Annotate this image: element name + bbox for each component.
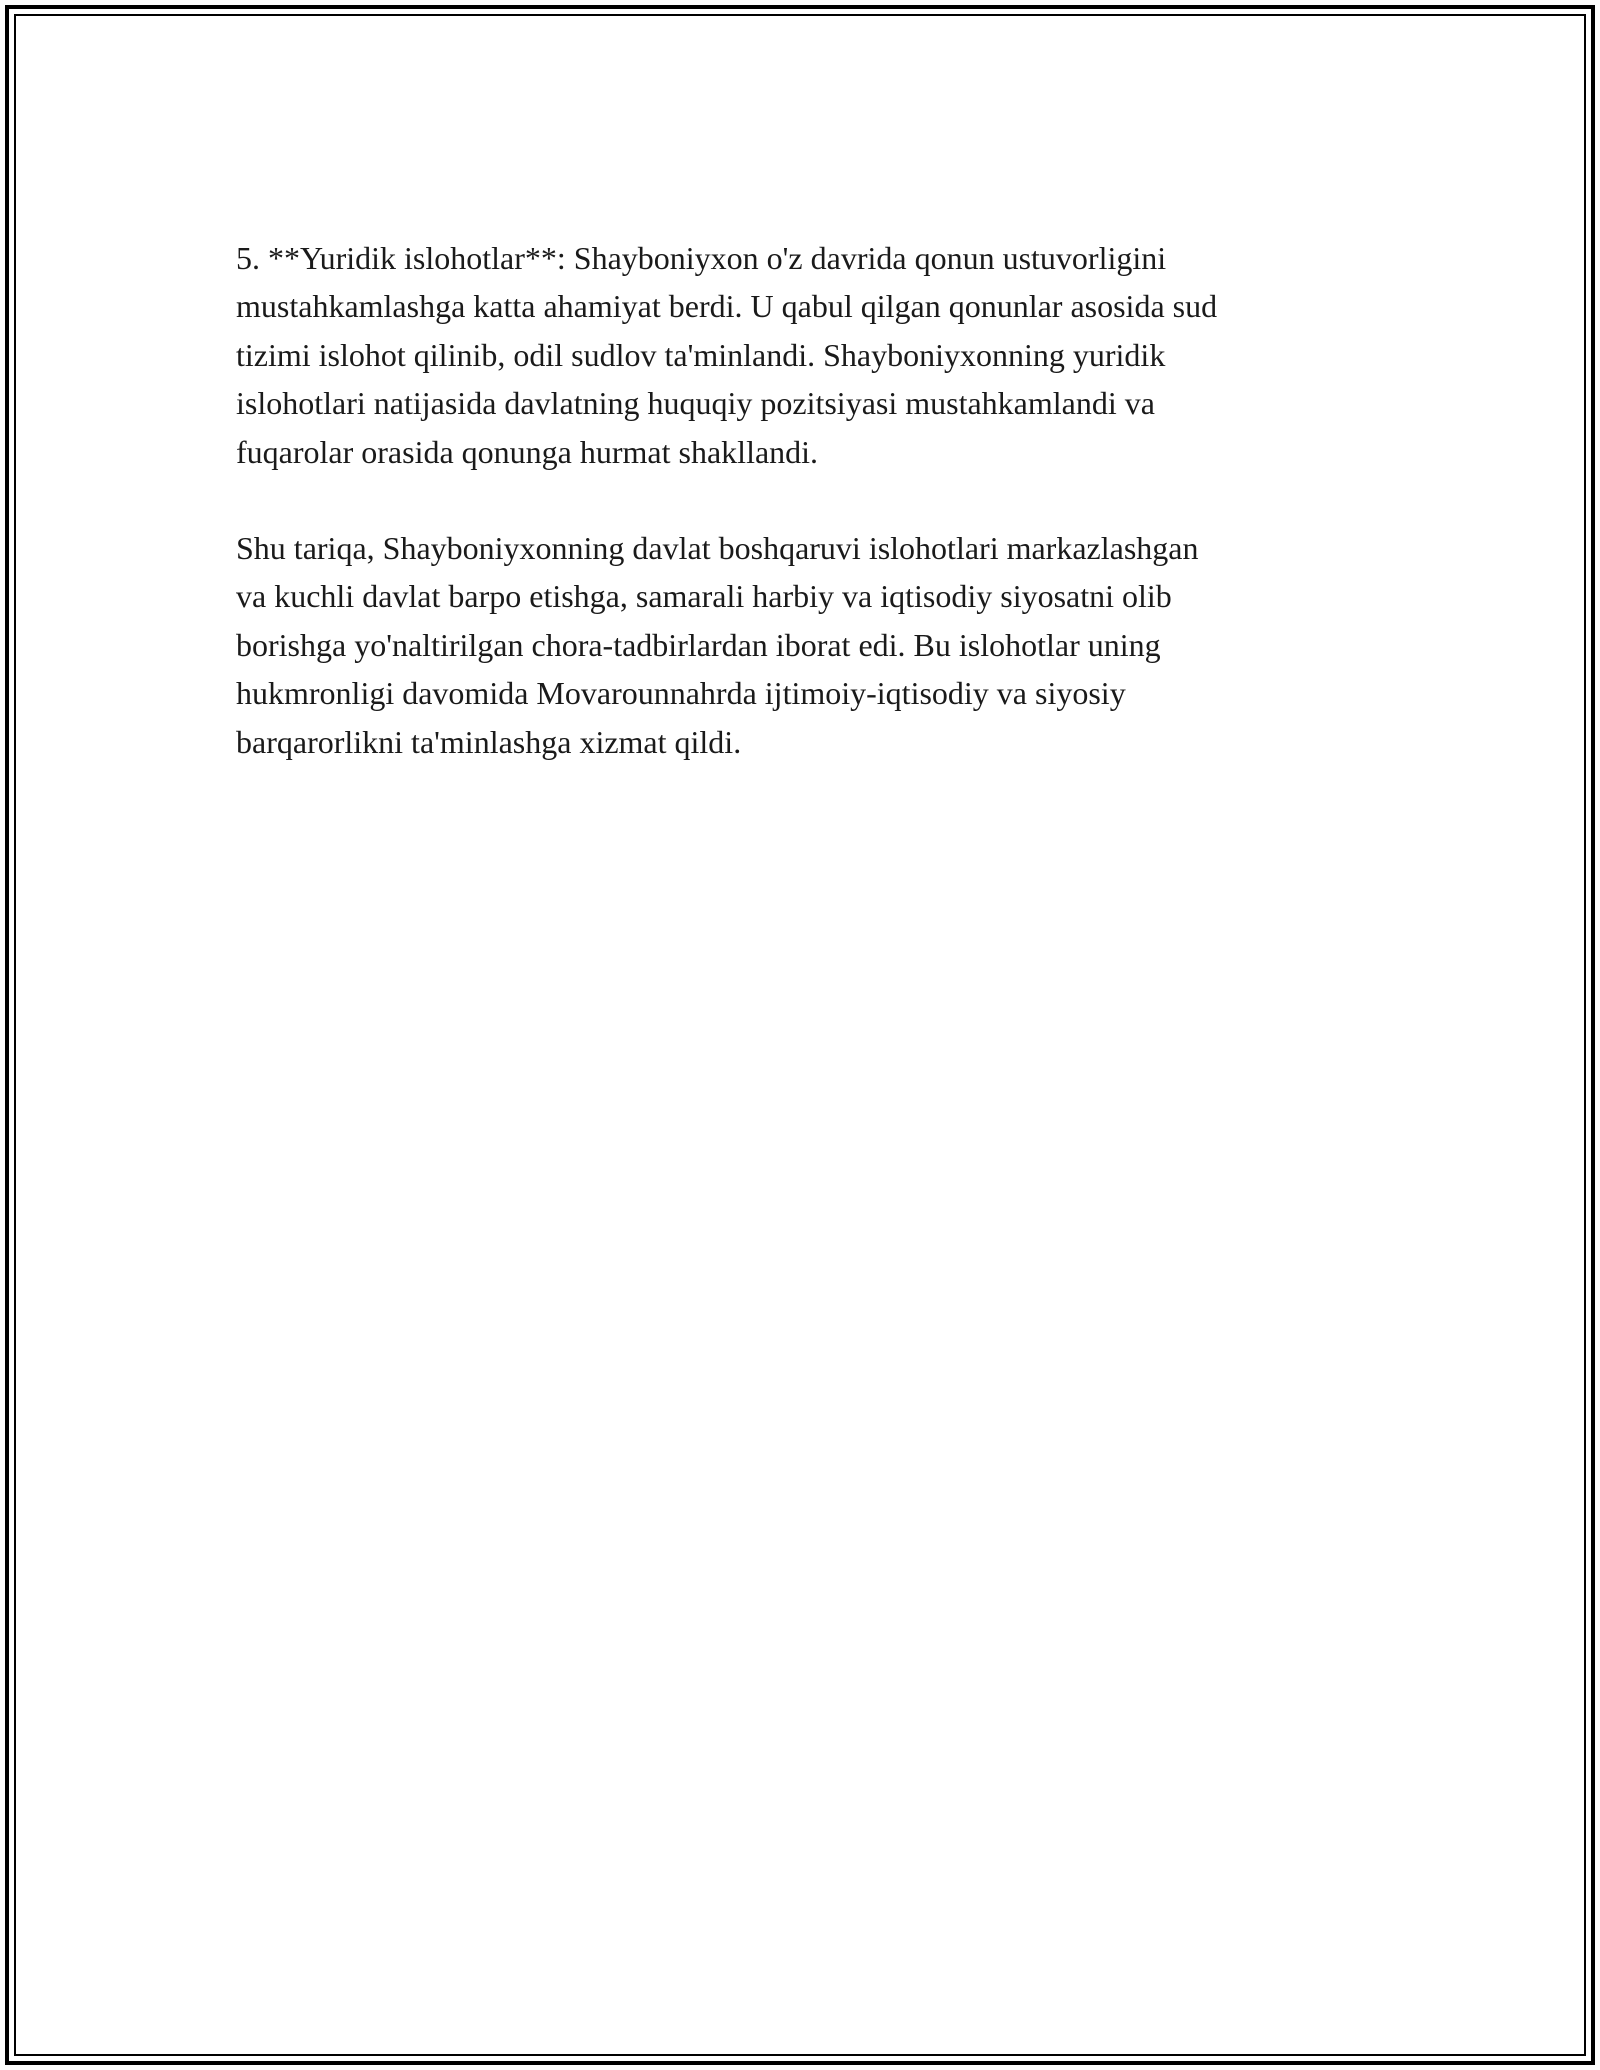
text-line: 5. **Yuridik islohotlar**: Shayboniyxon o'z davrida qonun ustuvorligini [236, 240, 1167, 276]
paragraph-conclusion [236, 524, 1376, 766]
text-line: barqarorlikni ta'minlashga xizmat qildi. [236, 723, 742, 760]
text-line: hukmronligi davomida Movarounnahrda ijtimoiy-iqtisodiy va siyosiy [236, 675, 1126, 712]
text-line: islohotlari natijasida davlatning huquqiy pozitsiyasi mustahkamlandi va [236, 385, 1155, 422]
text-line: mustahkamlashga katta ahamiyat berdi. U qabul qilgan qonunlar asosida sud [236, 288, 1218, 325]
text-line: borishga yo'naltirilgan chora-tadbirlardan iborat edi. Bu islohotlar uning [236, 626, 1161, 663]
document-body [236, 234, 1376, 766]
paragraph-legal-reforms [236, 234, 1376, 476]
text-line: va kuchli davlat barpo etishga, samarali harbiy va iqtisodiy siyosatni olib [236, 578, 1172, 615]
text-line: tizimi islohot qilinib, odil sudlov ta'minlandi. Shayboniyxonning yuridik [236, 336, 1166, 373]
text-line: Shu tariqa, Shayboniyxonning davlat boshqaruvi islohotlari markazlashgan [236, 530, 1199, 567]
text-line: fuqarolar orasida qonunga hurmat shakllandi. [236, 433, 819, 470]
